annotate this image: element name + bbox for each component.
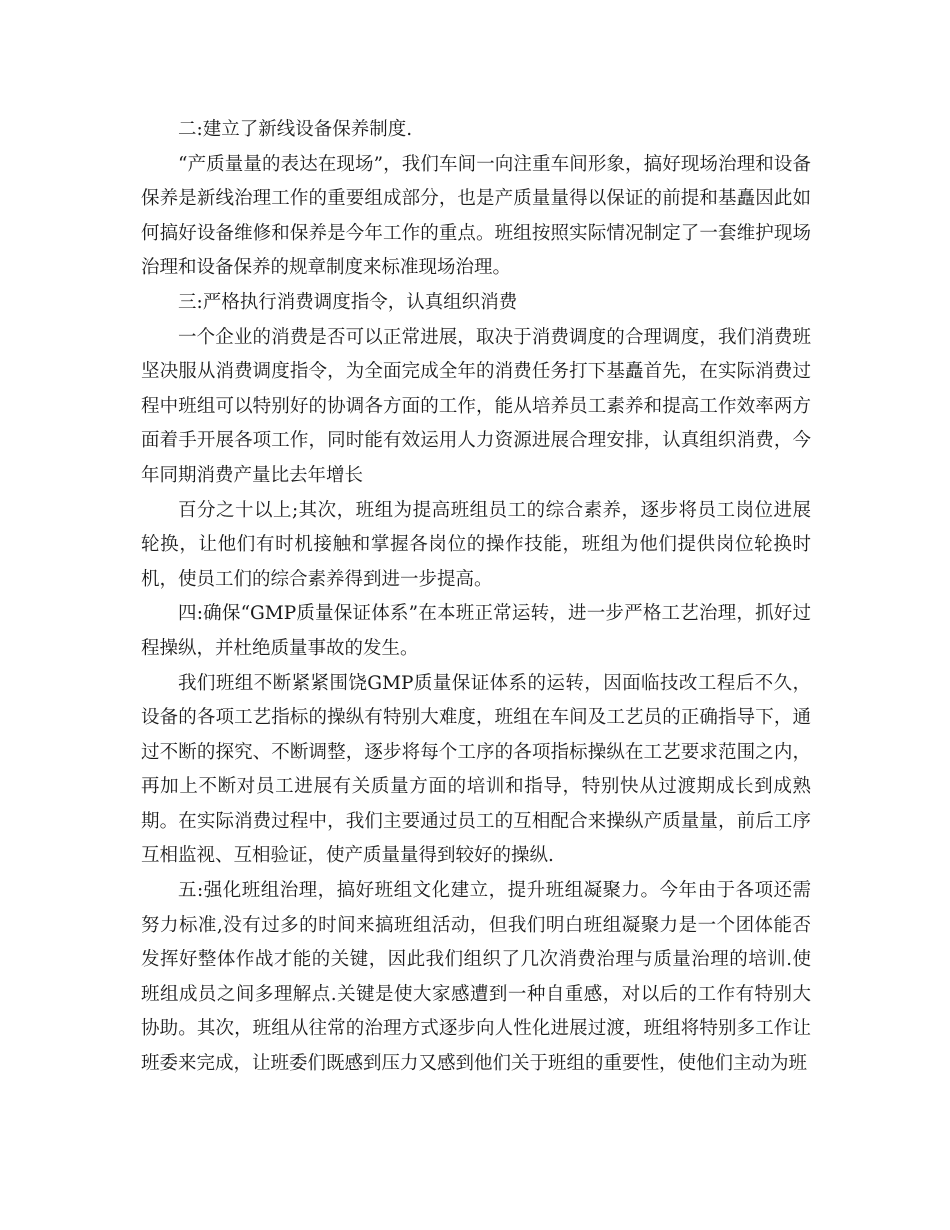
paragraph-4: 一个企业的消费是否可以正常进展，取决于消费调度的合理调度，我们消费班坚决服从消费调度指令，为全面完成全年的消费任务打下基矗首先，在实际消费过程中班组可以特别好的协调各方面的工作，能从培养员工素养和提高工作效率两方面着手开展各项工作，同时能有效运用人力资源进展合理安排，认真组织消费，今年同期消费产量比去年增长 [141, 326, 811, 486]
paragraph-6: 四:确保“GMP质量保证体系”在本班正常运转，进一步严格工艺治理，抓好过程操纵，并杜绝质量事故的发生。 [141, 603, 811, 659]
paragraph-5: 百分之十以上;其次，班组为提高班组员工的综合素养，逐步将员工岗位进展轮换，让他们有时机接触和掌握各岗位的操作技能，班组为他们提供岗位轮换时机，使员工们的综合素养得到进一步提高。 [141, 499, 811, 590]
paragraph-1: 二:建立了新线设备保养制度. [178, 119, 413, 140]
paragraph-8: 五:强化班组治理，搞好班组文化建立，提升班组凝聚力。今年由于各项还需努力标准,没有过多的时间来搞班组活动，但我们明白班组凝聚力是一个团体能否发挥好整体作战才能的关键，因此我们组织了几次消费治理与质量治理的培训.使班组成员之间多理解点.关键是使大家感遭到一种自重感，对以后的工作有特别大协助。其次，班组从往常的治理方式逐步向人性化进展过渡，班组将特别多工作让班委来完成，让班委们既感到压力又感到他们关于班组的重要性，使他们主动为班 [141, 880, 811, 1075]
document-body [141, 113, 811, 1082]
paragraph-3: 三:严格执行消费调度指令，认真组织消费 [178, 291, 518, 313]
paragraph-7: 我们班组不断紧紧围饶GMP质量保证体系的运转，因面临技改工程后不久，设备的各项工艺指标的操纵有特别大难度，班组在车间及工艺员的正确指导下，通过不断的探究、不断调整，逐步将每个工序的各项指标操纵在工艺要求范围之内，再加上不断对员工进展有关质量方面的培训和指导，特别快从过渡期成长到成熟期。在实际消费过程中，我们主要通过员工的互相配合来操纵产质量量，前后工序互相监视、互相验证，使产质量量得到较好的操纵. [141, 672, 811, 867]
paragraph-2: “产质量量的表达在现场”，我们车间一向注重车间形象，搞好现场治理和设备保养是新线治理工作的重要组成部分，也是产质量量得以保证的前提和基矗因此如何搞好设备维修和保养是今年工作的重点。班组按照实际情况制定了一套维护现场治理和设备保养的规章制度来标准现场治理。 [141, 153, 811, 279]
